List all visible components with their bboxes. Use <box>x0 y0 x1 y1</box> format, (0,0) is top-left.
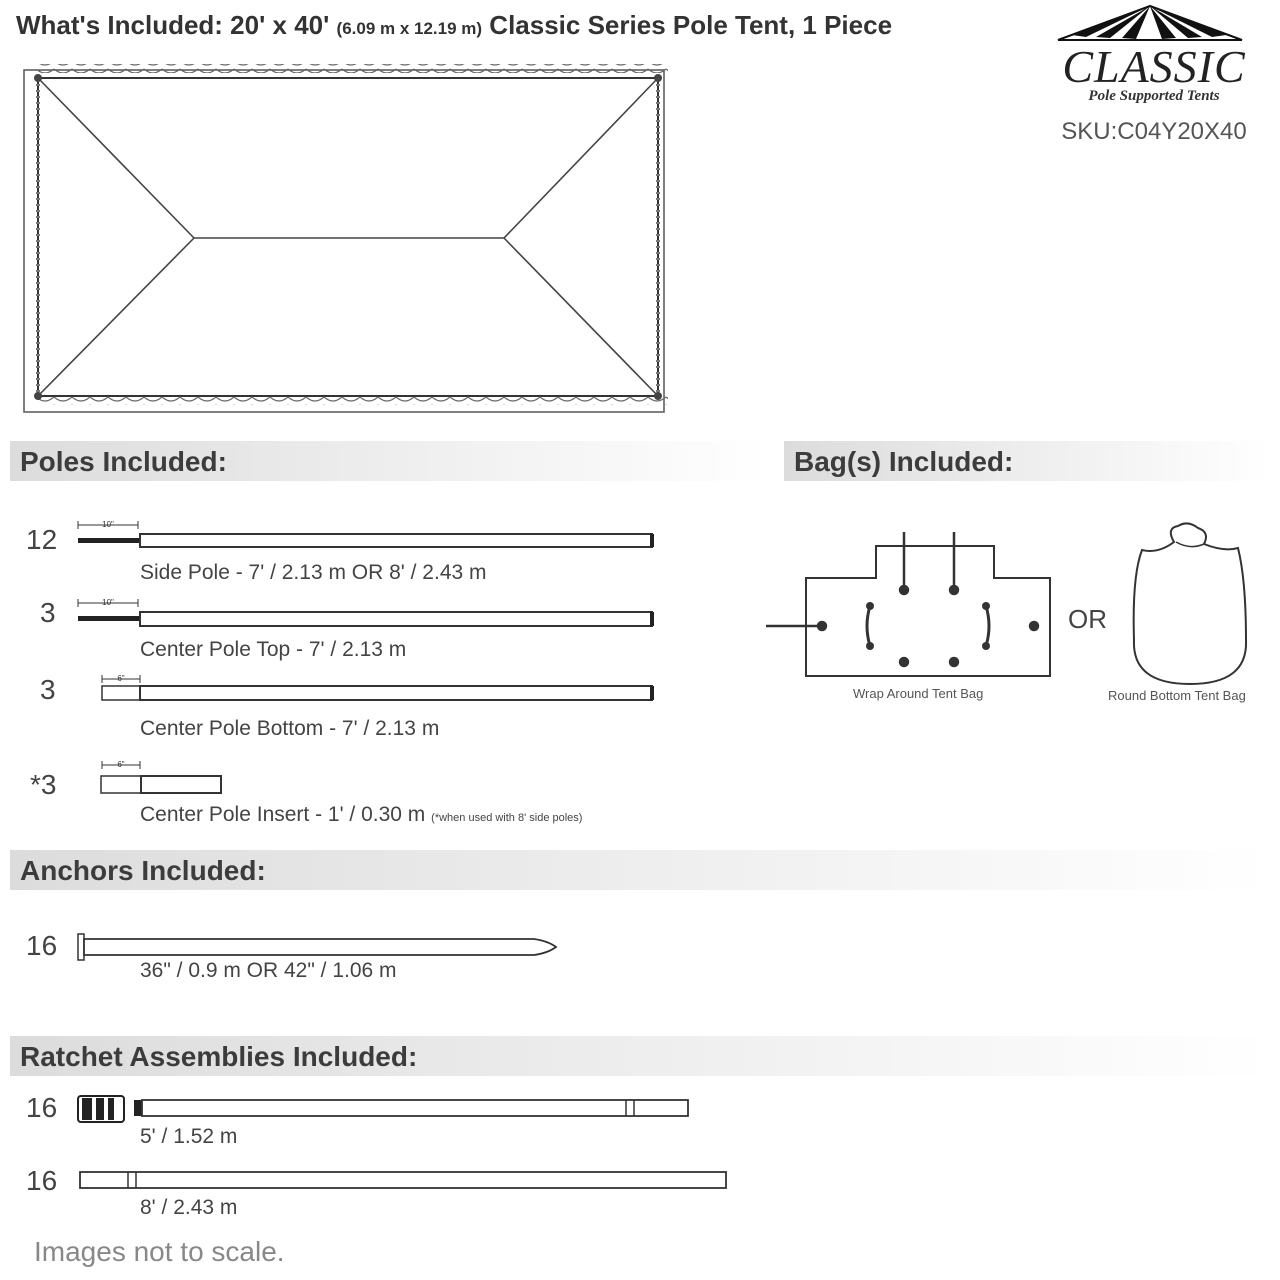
section-header-anchors: Anchors Included: <box>10 850 1270 890</box>
center-pole-top-swage-tag: 10" <box>102 598 114 607</box>
ratchet-5ft-illustration <box>74 1090 694 1126</box>
center-pole-bottom-quantity: 3 <box>40 674 56 705</box>
logo-tagline: Pole Supported Tents <box>1088 88 1220 104</box>
ratchet-5ft-quantity: 16 <box>26 1092 58 1123</box>
side-pole-swage-tag: 10" <box>102 520 114 529</box>
wrap-around-bag-illustration <box>764 528 1060 680</box>
anchor-quantity: 16 <box>26 930 58 961</box>
center-pole-bottom-swage-tag: 6" <box>117 674 125 683</box>
tent-corner-poles <box>34 74 662 400</box>
center-pole-insert-swage-tag: 6" <box>117 760 125 769</box>
wrap-around-bag-label: Wrap Around Tent Bag <box>853 686 984 701</box>
center-pole-insert-illustration <box>98 757 228 797</box>
logo-stripes <box>1058 6 1242 40</box>
side-pole-label: Side Pole - 7' / 2.13 m OR 8' / 2.43 m <box>140 561 487 584</box>
tent-valance-bottom <box>38 396 668 405</box>
ratchet-8ft-quantity: 16 <box>26 1165 58 1196</box>
ratchet-8ft-label: 8' / 2.43 m <box>140 1196 238 1219</box>
center-pole-bottom-label: Center Pole Bottom - 7' / 2.13 m <box>140 717 440 740</box>
tent-roof-seams <box>38 78 658 396</box>
tent-outer-frame <box>24 70 664 412</box>
tent-valance-top <box>38 64 668 73</box>
tent-roof-edge <box>38 78 658 396</box>
sku-code: SKU:C04Y20X40 <box>1061 118 1247 145</box>
center-pole-bottom-illustration <box>100 672 658 706</box>
page-title: What's Included: 20' x 40' (6.09 m x 12.19 m) Classic Series Pole Tent, 1 Piece <box>16 10 893 40</box>
bag-or-text: OR <box>1068 604 1107 634</box>
logo-wordmark: CLASSIC <box>1062 41 1246 92</box>
center-pole-top-illustration <box>76 594 658 634</box>
section-header-poles: Poles Included: <box>10 441 770 481</box>
anchor-label: 36" / 0.9 m OR 42" / 1.06 m <box>140 959 397 982</box>
round-bottom-bag-label: Round Bottom Tent Bag <box>1108 688 1246 703</box>
center-pole-top-quantity: 3 <box>40 597 56 628</box>
center-pole-insert-note: (*when used with 8' side poles) <box>431 812 583 824</box>
ratchet-5ft-label: 5' / 1.52 m <box>140 1125 238 1148</box>
round-bottom-bag-illustration <box>1124 520 1256 692</box>
section-header-ratchets: Ratchet Assemblies Included: <box>10 1036 1270 1076</box>
center-pole-insert-quantity: *3 <box>30 769 57 800</box>
center-pole-top-label: Center Pole Top - 7' / 2.13 m <box>140 638 407 661</box>
section-header-bags: Bag(s) Included: <box>784 441 1270 481</box>
scale-disclaimer: Images not to scale. <box>34 1236 285 1267</box>
side-pole-quantity: 12 <box>26 524 58 555</box>
ratchet-8ft-illustration <box>74 1168 734 1196</box>
side-pole-illustration <box>76 516 658 556</box>
center-pole-insert-label: Center Pole Insert - 1' / 0.30 m (*when used with 8' side poles) <box>140 803 583 826</box>
tent-top-view-diagram <box>18 60 688 420</box>
